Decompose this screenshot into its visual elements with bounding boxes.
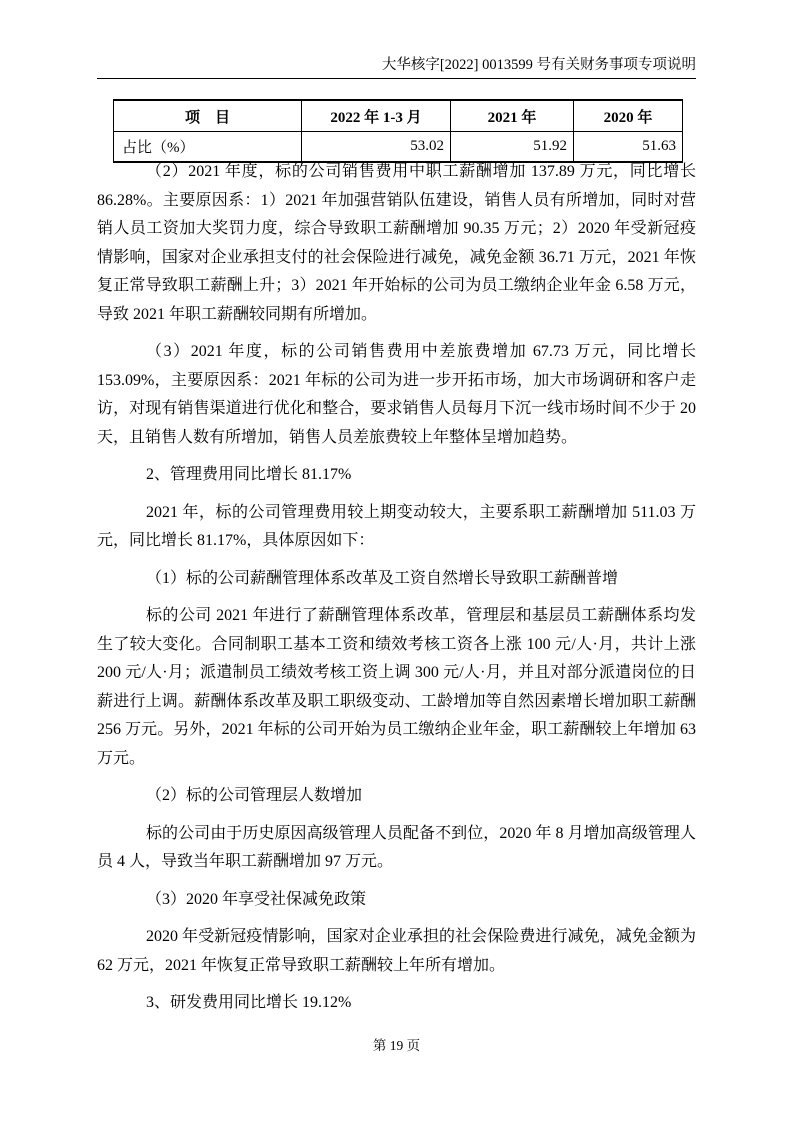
table-cell-2022q1: 53.02 bbox=[302, 132, 451, 163]
table-cell-2020: 51.63 bbox=[574, 132, 683, 163]
paragraph-travel-expense: （3）2021 年度，标的公司销售费用中差旅费增加 67.73 万元，同比增长 153.09%，主要原因系：2021 年标的公司为进一步开拓市场，加大市场调研和客户走访，对现有销售渠道进行优化和整合，要求销售人员每月下沉一线市场时间不少于 20 天，且销售人数有所增加，销售人员差旅费较上年整体呈增加趋势。 bbox=[97, 343, 696, 446]
paragraph-sales-salary: （2）2021 年度，标的公司销售费用中职工薪酬增加 137.89 万元，同比增长 86.28%。主要原因系：1）2021 年加强营销队伍建设，销售人员有所增加，同时对营销人员工资加大奖罚力度，综合导致职工薪酬增加 90.35 万元；2）2020 年受新冠疫情影响，国家对企业承担支付的社会保险进行减免，减免金额 36.71 万元，2021 年恢复正常导致职工薪酬上升；3）2021 年开始标的公司为员工缴纳企业年金 6.58 万元，导致 2021 年职工薪酬较同期有所增加。 bbox=[97, 163, 696, 323]
heading-admin-expense: 2、管理费用同比增长 81.17% bbox=[146, 466, 352, 483]
document-body bbox=[97, 158, 696, 1027]
table-header-2022q1: 2022 年 1-3 月 bbox=[302, 100, 451, 132]
paragraph-admin-overview: 2021 年，标的公司管理费用较上期变动较大，主要系职工薪酬增加 511.03 万元，同比增长 81.17%，具体原因如下： bbox=[97, 503, 696, 549]
page-number: 第 19 页 bbox=[372, 1038, 421, 1053]
paragraph-social-insurance-detail: 2020 年受新冠疫情影响，国家对企业承担的社会保险费进行减免，减免金额为 62 万元，2021 年恢复正常导致职工薪酬较上年所有增加。 bbox=[97, 928, 696, 974]
page-header bbox=[97, 56, 696, 79]
paragraph-salary-reform-detail: 标的公司 2021 年进行了薪酬管理体系改革，管理层和基层员工薪酬体系均发生了较大变化。合同制职工基本工资和绩效考核工资各上涨 100 元/人·月，共计上涨 200 元/人·月；派遣制员工绩效考核工资上调 300 元/人·月，并且对部分派遣岗位的日薪进行上调。薪酬体系改革及职工职级变动、工龄增加等自然因素增长增加职工薪酬 256 万元。另外，2021 年标的公司开始为员工缴纳企业年金，职工薪酬较上年增加 63 万元。 bbox=[97, 607, 696, 767]
table-cell-label: 占比（%） bbox=[122, 140, 195, 156]
heading-social-insurance-relief: （3）2020 年享受社保减免政策 bbox=[146, 890, 367, 908]
heading-rd-expense: 3、研发费用同比增长 19.12% bbox=[146, 994, 352, 1011]
ratio-table bbox=[113, 99, 683, 163]
header-title: 大华核字[2022] 0013599 号有关财务事项专项说明 bbox=[381, 57, 696, 73]
table-header-2020: 2020 年 bbox=[574, 100, 683, 132]
heading-management-headcount: （2）标的公司管理层人数增加 bbox=[146, 787, 363, 804]
page-footer bbox=[0, 1034, 793, 1054]
heading-salary-reform: （1）标的公司薪酬管理体系改革及工资自然增长导致职工薪酬普增 bbox=[146, 569, 619, 587]
table-header-item: 项 目 bbox=[184, 109, 230, 126]
table-header-row bbox=[114, 100, 683, 132]
table-cell-2021: 51.92 bbox=[451, 132, 574, 163]
paragraph-management-headcount-detail: 标的公司由于历史原因高级管理人员配备不到位，2020 年 8 月增加高级管理人员 4 人，导致当年职工薪酬增加 97 万元。 bbox=[97, 824, 696, 870]
table-header-2021: 2021 年 bbox=[451, 100, 574, 132]
